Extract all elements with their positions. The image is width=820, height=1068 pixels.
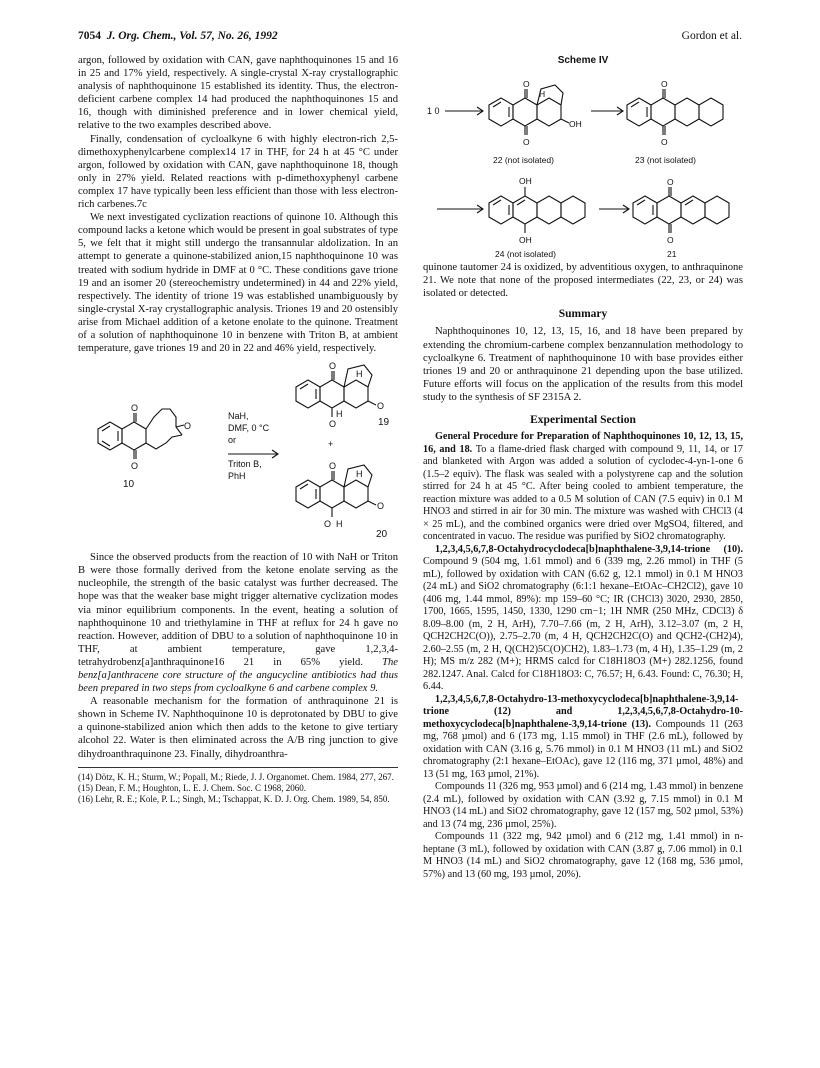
atom-label-o: O [667, 235, 674, 246]
scheme-iv-figure [423, 71, 743, 261]
hydroxyl-label: OH [569, 119, 582, 130]
atom-label-o: O [377, 501, 385, 512]
compound-number: 20 [376, 529, 388, 541]
footnote: (16) Lehr, R. E.; Kole, P. L.; Singh, M.; Tschappat, K. D. J. Org. Chem. 1989, 54, 850. [78, 793, 390, 804]
atom-label-o: O [329, 361, 337, 372]
footnotes [78, 767, 398, 805]
hydroxyl-label: OH [519, 235, 532, 246]
hydroxyl-label: OH [519, 176, 532, 187]
condition-text: Triton B, [228, 459, 262, 470]
condition-text: PhH [228, 471, 246, 482]
condition-text: NaH, [228, 411, 249, 422]
compound-paragraph: 1,2,3,4,5,6,7,8-Octahydro-13-methoxycyclodeca[b]naphthalene-3,9,14-trione (12) and 1,2,3,4,5,6,7,8-Octahydro-10-methoxycyclodeca[b]naphthalene-3,9,14-trione (13). Compounds 11 (263 mg, 768 µmol) and 6 (173 mg, 1.15 mmol) in THF (2.6 mL), followed by oxidation with CAN (3.16 g, 5.76 mmol) in 0.1 M HNO3 (11 mL) and SiO2 chromatography (2:1 hexane–EtOAc), gave 12 (116 mg, 371 µmol, 48%) and 13 (51 mg, 163 µmol, 21%). [423, 693, 744, 780]
compound-number: 1 0 [427, 106, 440, 117]
atom-label-h: H [356, 469, 363, 480]
procedure-paragraph: General Procedure for Preparation of Naphthoquinones 10, 12, 13, 15, 16, and 18. To a flame-dried flask charged with compound 9, 11, 14, or 17 and blanketed with Argon was added a solution of cyclodec-4-yn-1-one 6 (1.5–2 equiv). The flask was sealed with a polystyrene cap and the solution stirred for 24 h at 45 °C. After being cooled to ambient temperature, the reaction mixture was added to a 0.5 M solution of CAN (7.5 equiv) in 0.1 M HNO3 and stirred in air for 30 min. The mixture was washed with CHCl3 (4 × 25 mL), and the combined organics were dried over MgSO4, filtered, and concentrated in vacuo. The residue was purified by SiO2 chromatography. [423, 431, 743, 543]
footnote: (14) Dötz, K. H.; Sturm, W.; Popall, M.; Riede, J. J. Organomet. Chem. 1984, 277, 267. [78, 771, 394, 782]
atom-label-o: O [324, 519, 332, 530]
condition-text: or [228, 435, 237, 446]
atom-label-o: O [131, 461, 139, 472]
left-column [78, 54, 398, 805]
atom-label-o: O [131, 403, 139, 414]
condition-text: DMF, 0 °C [228, 423, 270, 434]
atom-label-o: O [329, 461, 337, 472]
atom-label-o: O [329, 419, 337, 430]
compound-paragraph: Compounds 11 (326 mg, 953 µmol) and 6 (214 mg, 1.43 mmol) in benzene (2.4 mL), followed by oxidation with CAN (3.92 g, 7.15 mmol) in 0.1 M HNO3 (14 mL) and SiO2 chromatography, gave 12 (157 mg, 502 µmol, 53%) and 13 (74 mg, 236 µmol, 25%). [423, 781, 743, 830]
quinone-ring [122, 422, 146, 450]
procedure-heading: General Procedure for Preparation of Naphthoquinones 10, 12, 13, 15, 16, and 18. [423, 431, 743, 455]
footnote: (15) Dean, F. M.; Houghton, L. E. J. Chem. Soc. C 1968, 2060. [78, 782, 307, 793]
experimental-heading: Experimental Section [530, 414, 636, 427]
compound-caption: 21 [667, 249, 677, 260]
atom-label-o: O [523, 137, 530, 148]
compound-number: 10 [123, 479, 135, 491]
atom-label-h: H [336, 519, 343, 530]
header-left [78, 30, 278, 42]
atom-label-o: O [667, 177, 674, 188]
atom-label-h: H [539, 89, 546, 100]
scheme-title: Scheme IV [557, 55, 609, 66]
atom-label-o: O [661, 79, 668, 90]
paragraph: A reasonable mechanism for the formation of anthraquinone 21 is shown in Scheme IV. Naphthoquinone 10 is deprotonated by DBU to give a quinone-stabilized anion which then adds to the ketone to give tertiary alcohol 22. Water is then eliminated across the A/B ring junction to give dihydroanthraquinone 23. Finally, dihydroanthra- [78, 696, 398, 760]
paragraph: argon, followed by oxidation with CAN, gave naphthoquinones 15 and 16 in 25 and 17% yield, respectively. A single-crystal X-ray crystallographic analysis of naphthoquinone 15 established its identity. Thus, the electron-deficient carbene complex 14 had produced the naphthoquinones 15 and 16, though with diminished preference and in lower chemical yield, relative to the two examples described above. [78, 55, 398, 132]
reaction-figure [78, 359, 398, 549]
paragraph: Finally, condensation of cycloalkyne 6 with highly electron-rich 2,5-dimethoxyphenylcarbene complex14 17 in THF, for 24 h at 45 °C under argon, followed by oxidation with CAN, gave naphthoquinone 18, though only in 27% yield. Related reactions with p-dimethoxyphenyl carbene complex 17 have typically been less efficient than those with less electron-rich carbenes.7c [78, 133, 398, 211]
italic-sentence: The benz[a]anthracene core structure of the angucycline antibiotics had thus been prepared in two steps from cycloalkyne 6 and carbene complex 9. [78, 656, 398, 695]
compound-heading: 1,2,3,4,5,6,7,8-Octahydro-13-methoxycyclodeca[b]naphthalene-3,9,14-trione (12) and 1,2,3,4,5,6,7,8-Octahydro-10-methoxycyclodeca[b]naphthalene-3,9,14-trione (13). [423, 693, 743, 730]
atom-label-h: H [356, 369, 363, 380]
atom-label-o: O [523, 79, 530, 90]
plus-sign: + [328, 439, 334, 450]
atom-label-h: H [336, 409, 343, 420]
paragraph: quinone tautomer 24 is oxidized, by adventitious oxygen, to anthraquinone 21. We note that none of the proposed intermediates (22, 23, or 24) was isolated or detected. [423, 262, 743, 300]
compound-caption: 23 (not isolated) [635, 155, 696, 166]
journal-citation: J. Org. Chem., Vol. 57, No. 26, 1992 [106, 30, 278, 42]
summary-paragraph: Naphthoquinones 10, 12, 13, 15, 16, and 18 have been prepared by extending the chromium-carbene complex benzannulation methodology to cycloalkyne 6. Treatment of naphthoquinone 10 with base provides either triones 19 and 20 or anthraquinone 21 depending upon the base utilized. Future efforts will focus on the application of the results from this model study to the synthesis of SF 2315A 2. [423, 326, 743, 403]
atom-label-o: O [377, 401, 385, 412]
header-authors: Gordon et al. [681, 30, 742, 42]
running-header [78, 30, 742, 48]
compound-heading: 1,2,3,4,5,6,7,8-Octahydrocyclodeca[b]naphthalene-3,9,14-trione (10). [435, 543, 743, 555]
compound-caption: 22 (not isolated) [493, 155, 554, 166]
atom-label-o: O [661, 137, 668, 148]
compound-number: 19 [378, 417, 390, 429]
page-number: 7054 [78, 30, 101, 42]
paragraph: Since the observed products from the reaction of 10 with NaH or Triton B were those formally derived from the ketone enolate serving as the nucleophile, the strength of the basic catalyst was further decreased. The hope was that the weaker base might trigger alternative cyclization modes via minor equilibrium components. In the event, heating a solution of naphthoquinone 10 and triethylamine in THF at reflux for 24 h gave no reaction. However, addition of DBU to a solution of naphthoquinone 10 in THF, at ambient temperature, gave 1,2,3,4-tetrahydrobenz[a]anthraquinone16 21 in 65% yield. The benz[a]anthracene core structure of the angucycline antibiotics had thus been prepared in two steps from cycloalkyne 6 and carbene complex 9. [78, 552, 398, 695]
paragraph: We next investigated cyclization reactions of quinone 10. Although this compound lacks a ketone which would be present in goal substrates of type 5, we felt that it might still undergo the transannular aldolization. In an attempt to generate a quinone-stabilized anion,15 naphthoquinone 10 was treated with sodium hydride in DMF at 0 °C. These conditions gave trione 19 and an isomer 20 (stereochemistry undetermined) in 44 and 22% yield, respectively. The identity of trione 19 was established unambiguously by single-crystal X-ray crystallographic analysis. Triones 19 and 20 ostensibly arise from Michael addition of a ketone enolate to the quinone. Treatment of a solution of naphthoquinone 10 in benzene with Triton B, at ambient temperature, gave triones 19 and 20 in 22 and 46% yield, respectively. [78, 212, 398, 355]
atom-label-o: O [184, 421, 192, 432]
compound-caption: 24 (not isolated) [495, 249, 556, 260]
summary-heading: Summary [558, 308, 608, 321]
compound-paragraph: 1,2,3,4,5,6,7,8-Octahydrocyclodeca[b]naphthalene-3,9,14-trione (10). Compound 9 (504 mg, 1.61 mmol) and 6 (339 mg, 2.26 mmol) in THF (5 mL), followed by oxidation with CAN (6.62 g, 12.1 mmol) in 0.1 M HNO3 (24 mL) and SiO2 chromatography (6:1:1 hexane–EtOAc–CH2Cl2), gave 10 (406 mg, 1.44 mmol, 89%): mp 159–60 °C; IR (CHCl3) 3020, 2930, 2850, 1700, 1665, 1595, 1450, 1330, 1290 cm−1; 1H NMR (250 MHz, CDCl3) δ 8.09–8.00 (m, 2 H, ArH), 7.70–7.66 (m, 2 H, ArH), 3.12–3.07 (m, 2 H, QCH2CH2C(O)), 2.75–2.70 (m, 4 H, QCH2CH2C(O) and QCH2-(CH2)4), 2.60–2.55 (m, 2 H, Q(CH2)5C(O)CH2), 1.83–1.73 (m, 4 H), 1.35–1.29 (m, 2 H); MS m/z 282 (M+); HRMS calcd for C18H18O3 (M+) 282.1256, found 282.1247. Anal. Calcd for C18H18O3: C, 76.57; H, 6.43. Found: C, 76.30; H, 6.44. [423, 543, 743, 693]
right-column [423, 54, 743, 881]
compound-paragraph: Compounds 11 (322 mg, 942 µmol) and 6 (212 mg, 1.41 mmol) in n-heptane (3 mL), followed by oxidation with CAN (3.87 g, 7.06 mmol) in 0.1 M HNO3 (14 mL) and SiO2 chromatography, gave 12 (168 mg, 536 µmol, 57%) and 13 (60 mg, 193 µmol, 20%). [423, 831, 743, 880]
